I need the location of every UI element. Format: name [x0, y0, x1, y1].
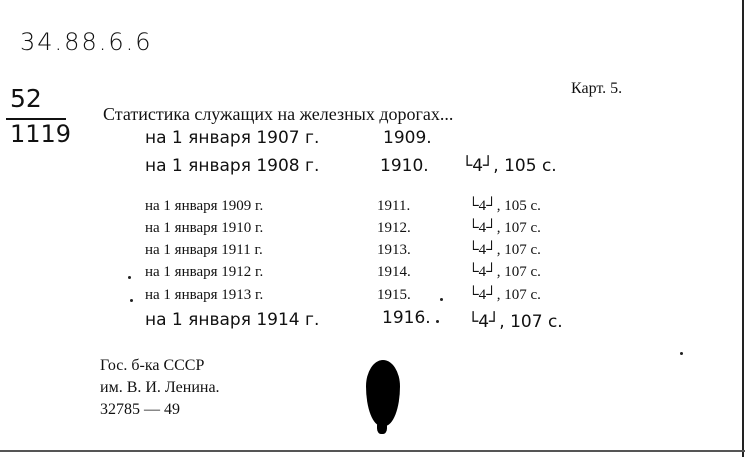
library-line-1: Гос. б-ка СССР: [100, 357, 205, 374]
call-number-top: 52: [10, 84, 42, 113]
hw-row-1-date: на 1 января 1907 г.: [145, 128, 320, 148]
punch-hole: [366, 360, 400, 426]
library-line-3: 32785 — 49: [100, 401, 180, 418]
row-1912-year: 1914.: [377, 264, 411, 280]
library-line-2: им. В. И. Ленина.: [100, 379, 220, 396]
speck: [436, 320, 439, 323]
card-bottom-edge: [0, 450, 745, 452]
hw-row-2-date: на 1 января 1908 г.: [145, 156, 320, 176]
row-1909-date: на 1 января 1909 г.: [145, 198, 264, 214]
hw-row-1-year: 1909.: [383, 128, 432, 148]
row-1913-note: └4┘, 107 с.: [468, 287, 541, 303]
speck: [680, 352, 683, 355]
row-1910-note: └4┘, 107 с.: [468, 220, 541, 236]
card-title: Статистика служащих на железных дорогах...: [103, 104, 454, 124]
row-1910-year: 1912.: [377, 220, 411, 236]
hw-row-1914-year: 1916.: [382, 308, 431, 328]
speck: [440, 298, 443, 301]
row-1912-date: на 1 января 1912 г.: [145, 264, 264, 280]
row-1910-date: на 1 января 1910 г.: [145, 220, 264, 236]
speck: [128, 276, 131, 279]
row-1909-note: └4┘, 105 с.: [468, 198, 541, 214]
punch-hole-tail: [377, 420, 387, 434]
call-number-bottom: 1119: [10, 120, 72, 148]
row-1913-year: 1915.: [377, 287, 411, 303]
hw-row-1914-note: └4┘, 107 с.: [468, 312, 563, 332]
row-1913-date: на 1 января 1913 г.: [145, 287, 264, 303]
row-1909-year: 1911.: [377, 198, 411, 214]
speck: [130, 299, 133, 302]
row-1911-note: └4┘, 107 с.: [468, 242, 541, 258]
shelfmark: 34.88.6.6: [20, 28, 153, 56]
card-number: Карт. 5.: [571, 80, 623, 97]
hw-row-2-note: └4┘, 105 с.: [462, 156, 557, 176]
hw-row-2-year: 1910.: [380, 156, 429, 176]
row-1911-date: на 1 января 1911 г.: [145, 242, 263, 258]
row-1912-note: └4┘, 107 с.: [468, 264, 541, 280]
hw-row-1914-date: на 1 января 1914 г.: [145, 310, 320, 330]
row-1911-year: 1913.: [377, 242, 411, 258]
card-right-edge: [742, 0, 744, 457]
